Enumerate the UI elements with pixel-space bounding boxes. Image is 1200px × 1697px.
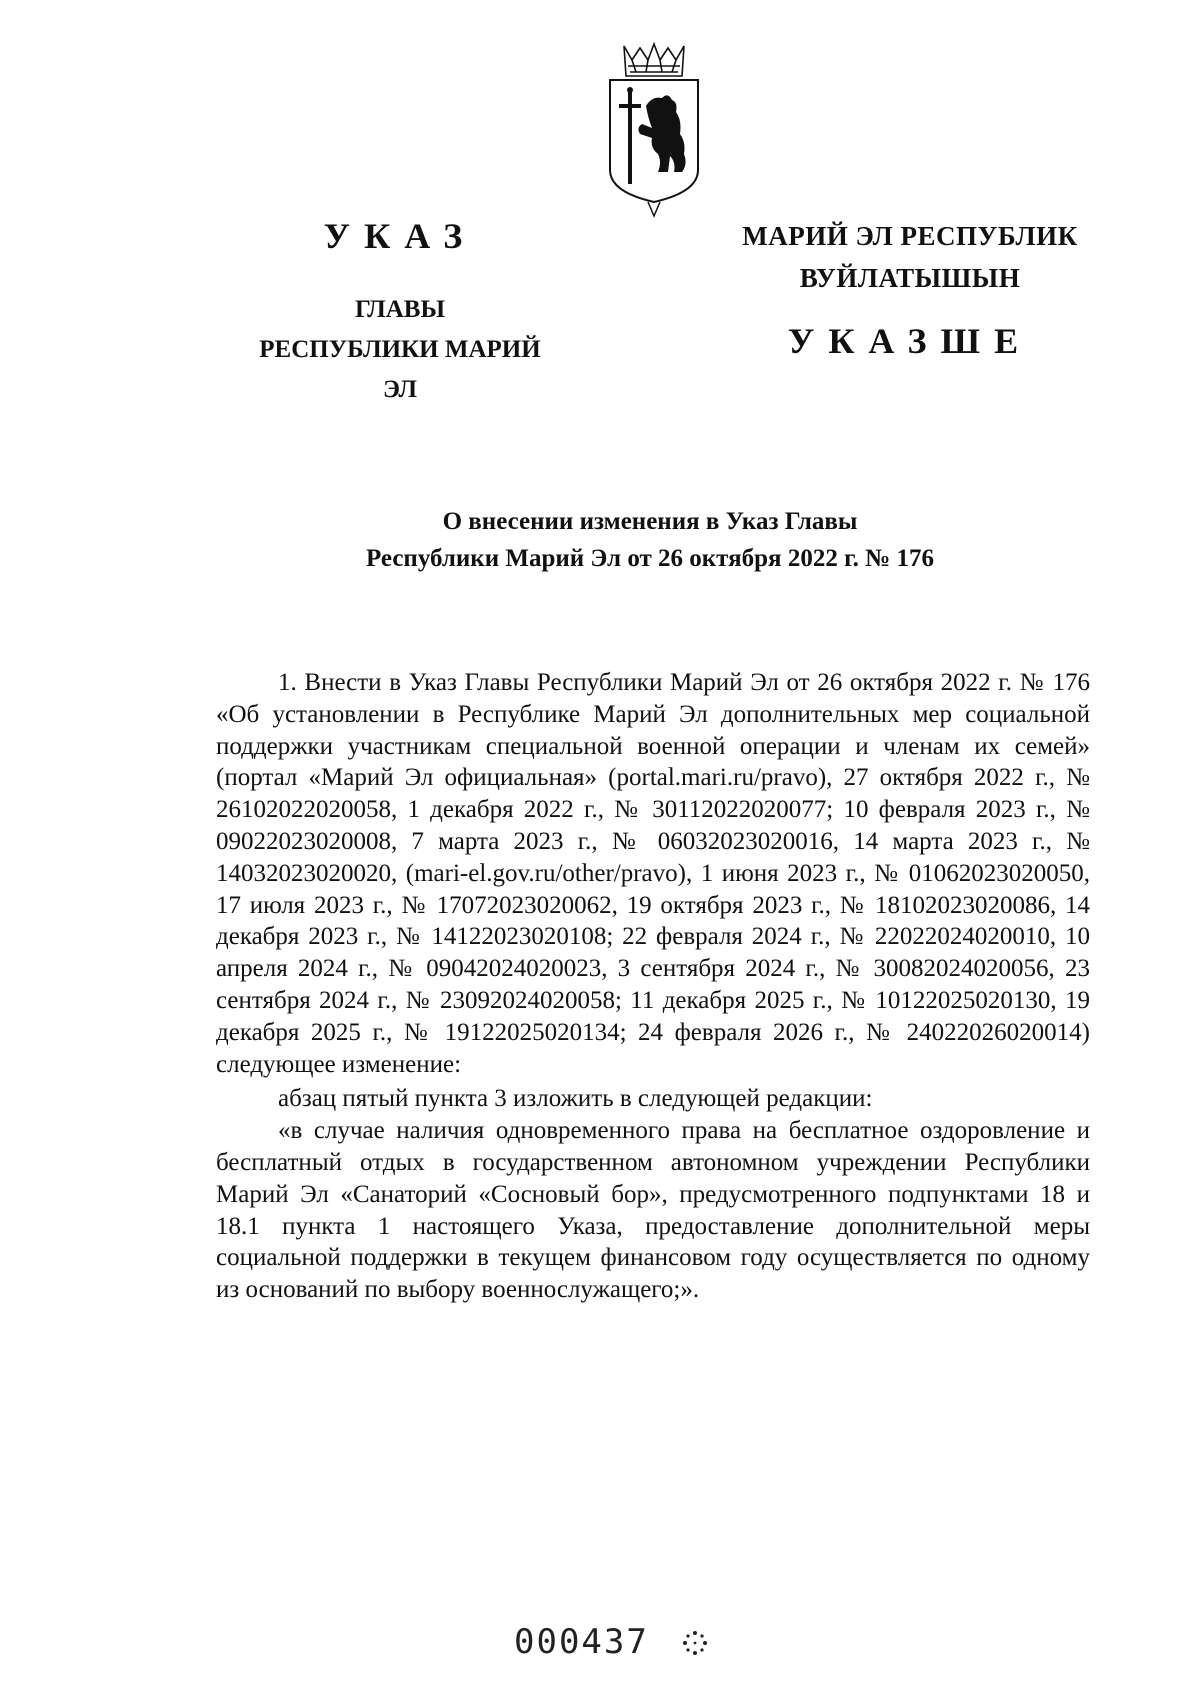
decree-authority-mari (720, 215, 1100, 299)
decree-authority-russian (250, 290, 550, 410)
decree-subject (200, 503, 1100, 577)
mari-authority-line-1: МАРИЙ ЭЛ РЕСПУБЛИК (742, 221, 1078, 251)
seal-dots-icon (682, 1630, 708, 1656)
mari-authority-line-2: ВУЙЛАТЫШЫН (799, 263, 1021, 293)
authority-line-1: ГЛАВЫ (354, 296, 446, 323)
body-paragraph-3: «в случае наличия одновременного права на бесплатное оздоровление и бесплатный отдых в государственном автономном учреждении Республики Марий Эл «Санаторий «Сосновый бор», предусмотренного подпунктами 18 и 18.1 пункта 1 настоящего Указа, предоставление дополнительной меры социальной поддержки в текущем финансовом году осуществляется по одному из оснований по выбору военнослужащего;». (216, 1117, 1090, 1304)
document-number: 000437 (514, 1622, 649, 1662)
subject-line-1: О внесении изменения в Указ Главы (442, 508, 858, 535)
body-paragraph-1: 1. Внести в Указ Главы Республики Марий Эл от 26 октября 2022 г. № 176 «Об установлении в Республике Марий Эл дополнительных мер социальной поддержки участникам специальной военной операции и членам их семей» (портал «Марий Эл официальная» (portal.mari.ru/pravo), 27 октября 2022 г., № 26102022020058, 1 декабря 2022 г., № 30112022020077; 10 февраля 2023 г., № 09022023020008, 7 марта 2023 г., № 06032023020016, 14 марта 2023 г., № 14032023020020, (mari-el.gov.ru/other/pravo), 1 июня 2023 г., № 01062023020050, 17 июля 2023 г., № 17072023020062, 19 октября 2023 г., № 18102023020086, 14 декабря 2023 г., № 14122023020108; 22 февраля 2024 г., № 22022024020010, 10 апреля 2024 г., № 09042024020023, 3 сентября 2024 г., № 30082024020056, 23 сентября 2024 г., № 23092024020058; 11 декабря 2025 г., № 10122025020130, 19 декабря 2025 г., № 19122025020134; 24 февраля 2026 г., № 24022026020014) следующее изменение: (216, 669, 1090, 1078)
coat-of-arms-icon (602, 42, 706, 220)
authority-line-2: РЕСПУБЛИКИ МАРИЙ ЭЛ (259, 336, 541, 403)
decree-title-mari: УКАЗШЕ (787, 321, 1033, 361)
body-paragraph-2: абзац пятый пункта 3 изложить в следующей редакции: (278, 1085, 873, 1113)
subject-line-2: Республики Марий Эл от 26 октября 2022 г. № 176 (365, 545, 934, 572)
decree-body (216, 667, 1090, 1306)
decree-title-russian: УКАЗ (323, 216, 477, 256)
